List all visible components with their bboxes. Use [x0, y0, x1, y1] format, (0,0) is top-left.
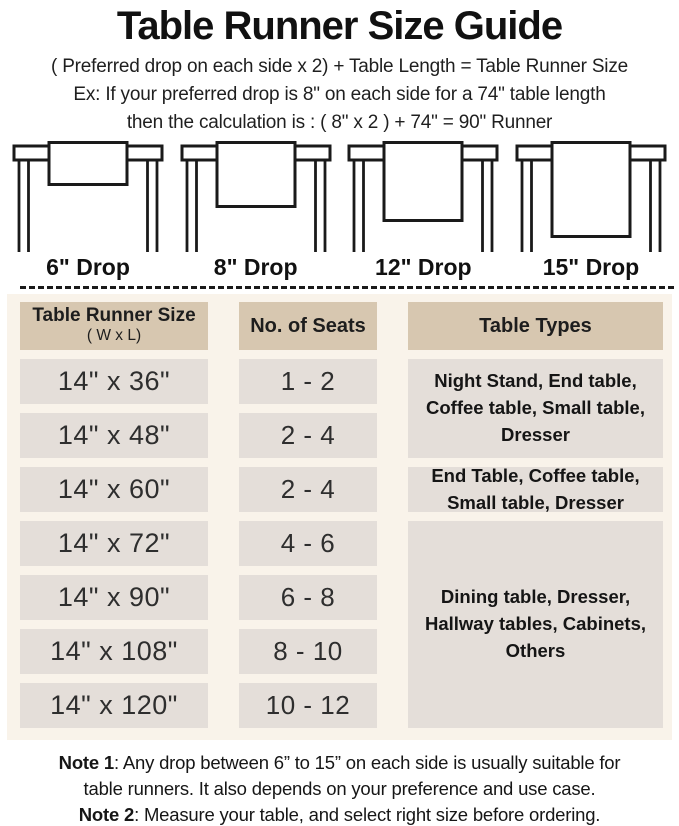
- notes-section: [0, 750, 679, 826]
- table-12-drop-illustration: [347, 140, 499, 252]
- note-2-line: [0, 802, 679, 826]
- table-8-drop-illustration: [180, 140, 332, 252]
- note-1-label: Note 1: [58, 752, 114, 773]
- dashed-divider: [20, 286, 674, 289]
- drop-label-8: 8" Drop: [213, 254, 298, 280]
- seats-cell-7: 10 - 12: [239, 683, 377, 728]
- table-diagrams-row: [0, 140, 679, 252]
- runner: [49, 143, 127, 185]
- size-cell-14x90: 14" x 90": [20, 575, 208, 620]
- runner: [552, 143, 630, 237]
- seats-cell-5: 6 - 8: [239, 575, 377, 620]
- drop-label-6: 6" Drop: [46, 254, 130, 280]
- example-line-2: then the calculation is : ( 8" x 2 ) + 74" = 90" Runner: [126, 112, 553, 133]
- size-cell-14x120: 14" x 120": [20, 683, 208, 728]
- page-title: Table Runner Size Guide: [116, 4, 563, 48]
- header-runner-size-subtitle: ( W x L): [86, 327, 142, 345]
- table-6-drop-illustration: [12, 140, 164, 252]
- size-cell-14x60: 14" x 60": [20, 467, 208, 512]
- types-cell-dining-tables: Dining table, Dresser, Hallway tables, Cabinets, Others: [408, 521, 663, 728]
- header-table-types: Table Types: [408, 302, 663, 350]
- seats-cell-3: 2 - 4: [239, 467, 377, 512]
- header-runner-size: [20, 302, 208, 350]
- seats-cell-1: 1 - 2: [239, 359, 377, 404]
- note-2-text: : Measure your table, and select right size before ordering.: [134, 803, 601, 825]
- size-cell-14x108: 14" x 108": [20, 629, 208, 674]
- runner: [384, 143, 462, 221]
- note-2-label: Note 2: [78, 803, 135, 825]
- drop-label-15: 15" Drop: [542, 254, 640, 280]
- drop-labels-row: [0, 254, 679, 281]
- header-seats: No. of Seats: [239, 302, 377, 350]
- size-cell-14x48: 14" x 48": [20, 413, 208, 458]
- size-guide-panel: [7, 294, 672, 740]
- size-cell-14x36: 14" x 36": [20, 359, 208, 404]
- note-1-text-a: : Any drop between 6” to 15” on each side is usually suitable for: [114, 752, 621, 773]
- example-line-1: Ex: If your preferred drop is 8" on each side for a 74" table length: [73, 84, 606, 105]
- seats-cell-6: 8 - 10: [239, 629, 377, 674]
- header-runner-size-title: Table Runner Size: [32, 305, 196, 327]
- types-cell-small-tables: Night Stand, End table, Coffee table, Small table, Dresser: [408, 359, 663, 458]
- runner: [217, 143, 295, 207]
- formula-line: ( Preferred drop on each side x 2) + Table Length = Table Runner Size: [51, 56, 628, 77]
- size-cell-14x72: 14" x 72": [20, 521, 208, 566]
- seats-cell-4: 4 - 6: [239, 521, 377, 566]
- seats-cell-2: 2 - 4: [239, 413, 377, 458]
- types-cell-end-tables: End Table, Coffee table, Small table, Dresser: [408, 467, 663, 512]
- note-1-line-2: table runners. It also depends on your preference and use case.: [83, 777, 596, 799]
- note-1-line-1: [0, 750, 679, 776]
- table-15-drop-illustration: [515, 140, 667, 252]
- drop-label-12: 12" Drop: [375, 254, 472, 280]
- size-guide-table: [20, 302, 663, 728]
